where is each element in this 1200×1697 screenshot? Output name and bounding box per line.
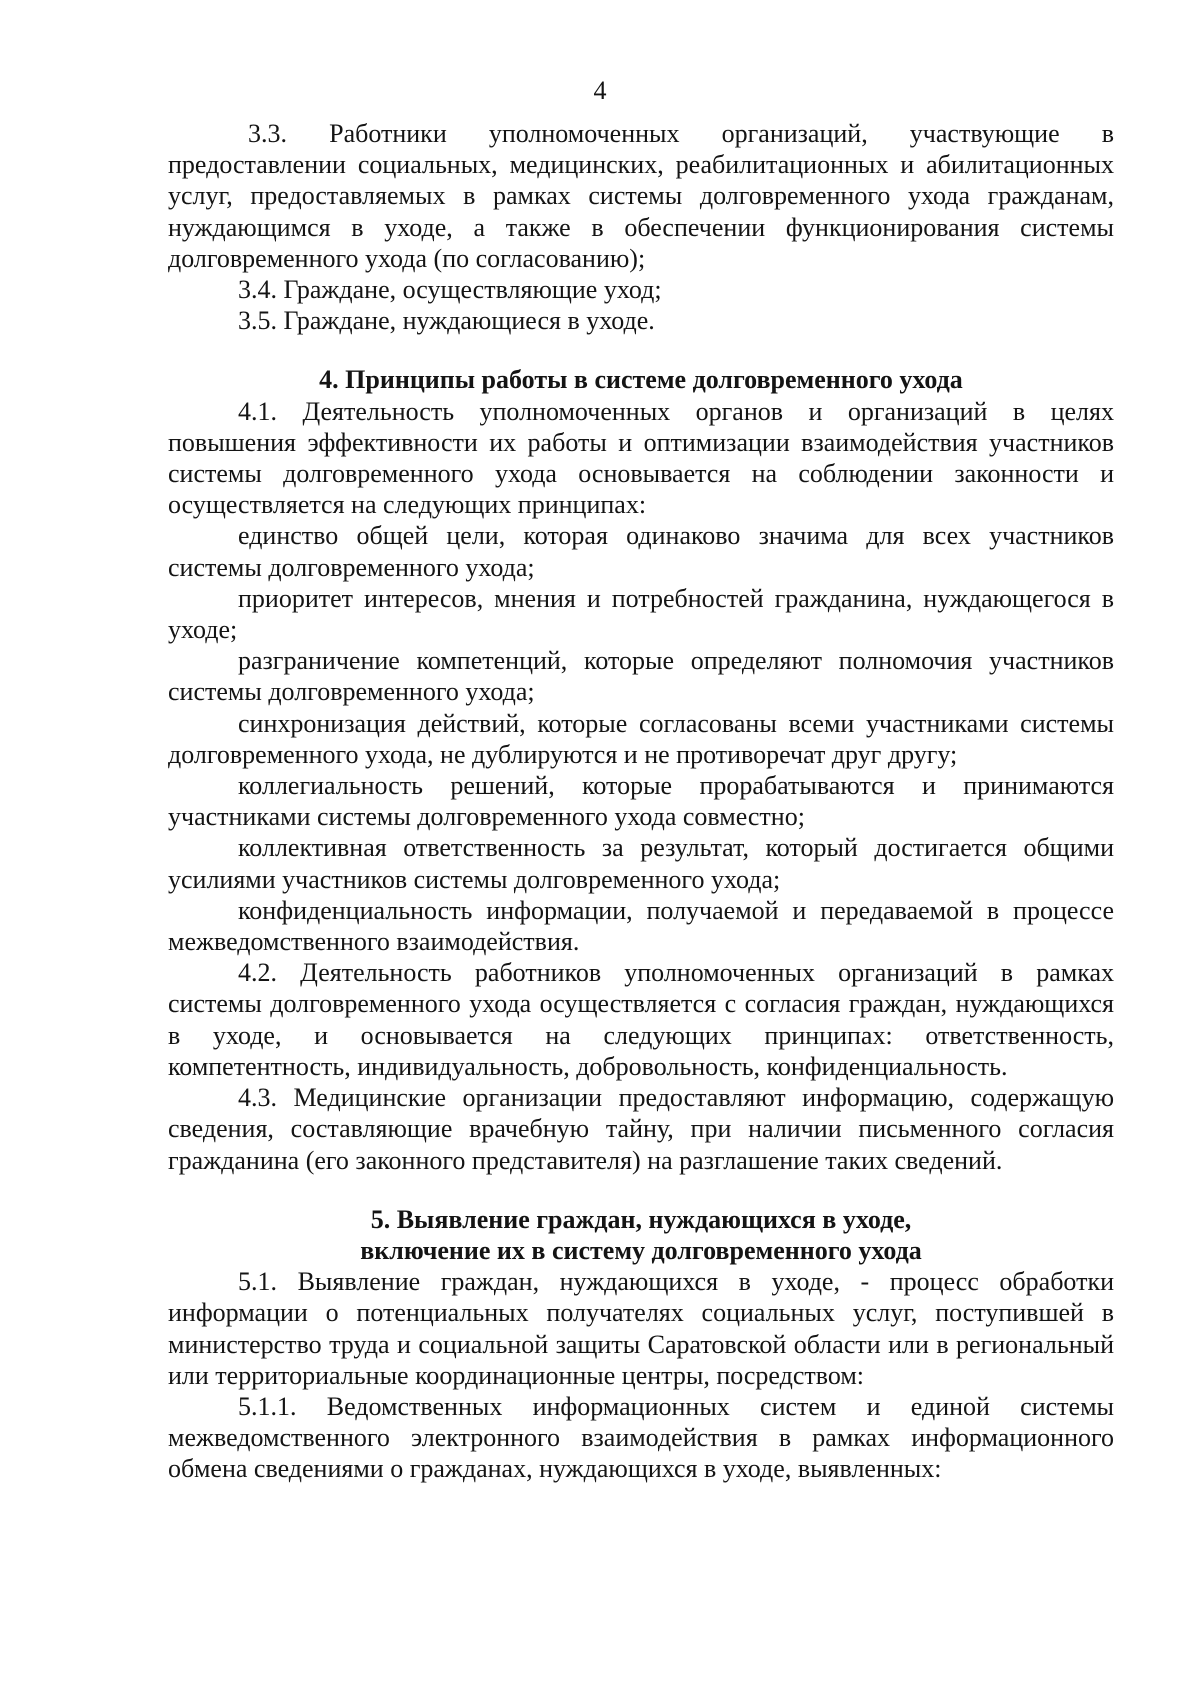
principle-item: разграничение компетенций, которые определяют полномочия участников системы долговременного ухода;: [168, 646, 1114, 707]
paragraph-5-1: 5.1. Выявление граждан, нуждающихся в уходе, - процесс обработки информации о потенциальных получателях социальных услуг, поступившей в министерство труда и социальной защиты Саратовской области или в региональный или территориальные координационные центры, посредством:: [168, 1267, 1114, 1390]
paragraph-4-1: 4.1. Деятельность уполномоченных органов и организаций в целях повышения эффективности их работы и оптимизации взаимодействия участников системы долговременного ухода основывается на соблюдении законности и осуществляется на следующих принципах:: [168, 396, 1114, 520]
principle-item: коллегиальность решений, которые прорабатываются и принимаются участниками системы долговременного ухода совместно;: [168, 771, 1114, 832]
paragraph-3-4: 3.4. Граждане, осуществляющие уход;: [238, 275, 662, 305]
paragraph-4-2: 4.2. Деятельность работников уполномоченных организаций в рамках системы долговременного ухода осуществляется с согласия граждан, нуждающихся в уходе, и основывается на следующих принципах: ответственность, компетентность, индивидуальность, добровольность, конфиденциальность.: [168, 958, 1114, 1081]
principle-item: коллективная ответственность за результат, который достигается общими усилиями участников системы долговременного ухода;: [168, 833, 1114, 894]
section-5-heading: [168, 1204, 1114, 1266]
paragraph-3-5: 3.5. Граждане, нуждающиеся в уходе.: [238, 306, 655, 336]
section-5-heading-line-1: 5. Выявление граждан, нуждающихся в уходе,: [370, 1204, 912, 1234]
principle-item: единство общей цели, которая одинаково значима для всех участников системы долговременного ухода;: [168, 521, 1114, 582]
section-4-heading: 4. Принципы работы в системе долговременного ухода: [319, 365, 963, 395]
principle-item: конфиденциальность информации, получаемой и передаваемой в процессе межведомственного взаимодействия.: [168, 895, 1114, 957]
principle-item: синхронизация действий, которые согласованы всеми участниками системы долговременного ухода, не дублируются и не противоречат друг другу;: [168, 708, 1114, 769]
principle-item: приоритет интересов, мнения и потребностей гражданина, нуждающегося в уходе;: [168, 583, 1114, 645]
paragraph-3-3: 3.3. Работники уполномоченных организаций, участвующие в предоставлении социальных, медицинских, реабилитационных и абилитационных услуг, предоставляемых в рамках системы долговременного ухода гражданам, нуждающимся в уходе, а также в обеспечении функционирования системы долговременного ухода (по согласованию);: [168, 119, 1114, 273]
paragraph-4-3: 4.3. Медицинские организации предоставляют информацию, содержащую сведения, составляющие врачебную тайну, при наличии письменного согласия гражданина (его законного представителя) на разглашение таких сведений.: [168, 1083, 1114, 1175]
document-body: [168, 118, 1114, 1485]
paragraph-5-1-1: 5.1.1. Ведомственных информационных систем и единой системы межведомственного электронного взаимодействия в рамках информационного обмена сведениями о гражданах, нуждающихся в уходе, выявленных:: [168, 1391, 1114, 1484]
section-5-heading-line-2: включение их в систему долговременного ухода: [360, 1235, 922, 1265]
page-number: 4: [593, 76, 607, 105]
